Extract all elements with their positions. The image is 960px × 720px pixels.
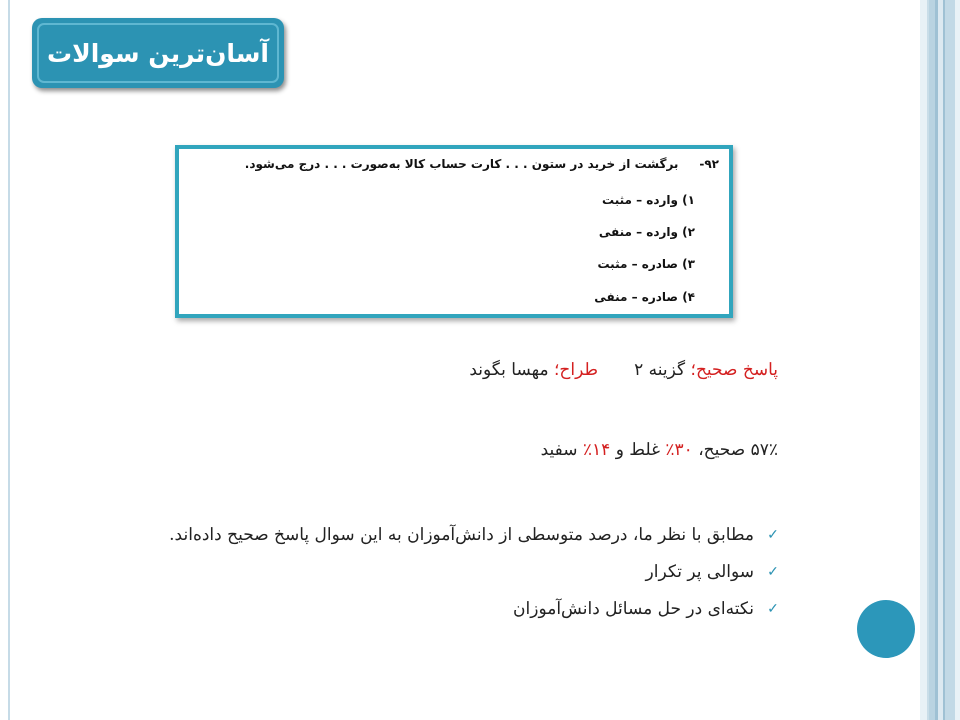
bullet-text: مطابق با نظر ما، درصد متوسطی از دانش‌آموزان به این سوال پاسخ صحیح داده‌اند. — [169, 524, 754, 545]
stat-correct: ۵۷٪ — [750, 440, 778, 460]
question-box — [175, 145, 733, 318]
question-stem: برگشت از خرید در ستون . . . کارت حساب کالا به‌صورت . . . درج می‌شود. — [244, 157, 679, 171]
stripe — [955, 0, 960, 720]
bullet-text: سوالی پر تکرار — [645, 561, 754, 582]
stripe — [920, 0, 927, 720]
slide-title: آسان‌ترین سوالات — [47, 38, 269, 68]
bullet-list — [169, 516, 780, 627]
option-4: ۴) صادره – منفی — [594, 290, 695, 304]
stat-wrong-word: غلط و — [615, 440, 660, 460]
check-icon: ✓ — [767, 526, 779, 543]
answer-value: گزینه ۲ — [634, 360, 686, 380]
decorative-circle — [857, 600, 915, 658]
title-badge — [32, 18, 284, 88]
check-icon: ✓ — [767, 563, 779, 580]
right-decorative-stripes — [920, 0, 960, 720]
list-item — [169, 553, 780, 590]
stat-blank: ۱۴٪ — [582, 440, 611, 460]
left-border-line — [8, 0, 10, 720]
question-number: ۹۲- — [699, 157, 719, 171]
answer-label: پاسخ صحیح؛ — [690, 360, 778, 380]
stat-wrong: ۳۰٪ — [665, 440, 693, 460]
question-stem-line — [245, 157, 719, 171]
list-item — [169, 590, 780, 627]
check-icon: ✓ — [767, 600, 779, 617]
stat-blank-word: سفید — [540, 440, 578, 460]
correct-answer — [634, 360, 778, 380]
designer-label: طراح؛ — [553, 360, 598, 380]
designer-name: مهسا بگوند — [469, 360, 549, 380]
bullet-text: نکته‌ای در حل مسائل دانش‌آموزان — [513, 598, 754, 619]
option-1: ۱) وارده – مثبت — [602, 193, 695, 207]
stats-line — [541, 440, 778, 460]
stat-correct-word: صحیح، — [698, 440, 746, 460]
option-2: ۲) وارده – منفی — [598, 225, 695, 239]
stripe — [945, 0, 955, 720]
designer — [469, 360, 598, 380]
answer-line — [238, 360, 778, 390]
option-3: ۳) صادره – مثبت — [597, 257, 695, 271]
title-badge-inner — [37, 23, 279, 83]
list-item — [169, 516, 780, 553]
